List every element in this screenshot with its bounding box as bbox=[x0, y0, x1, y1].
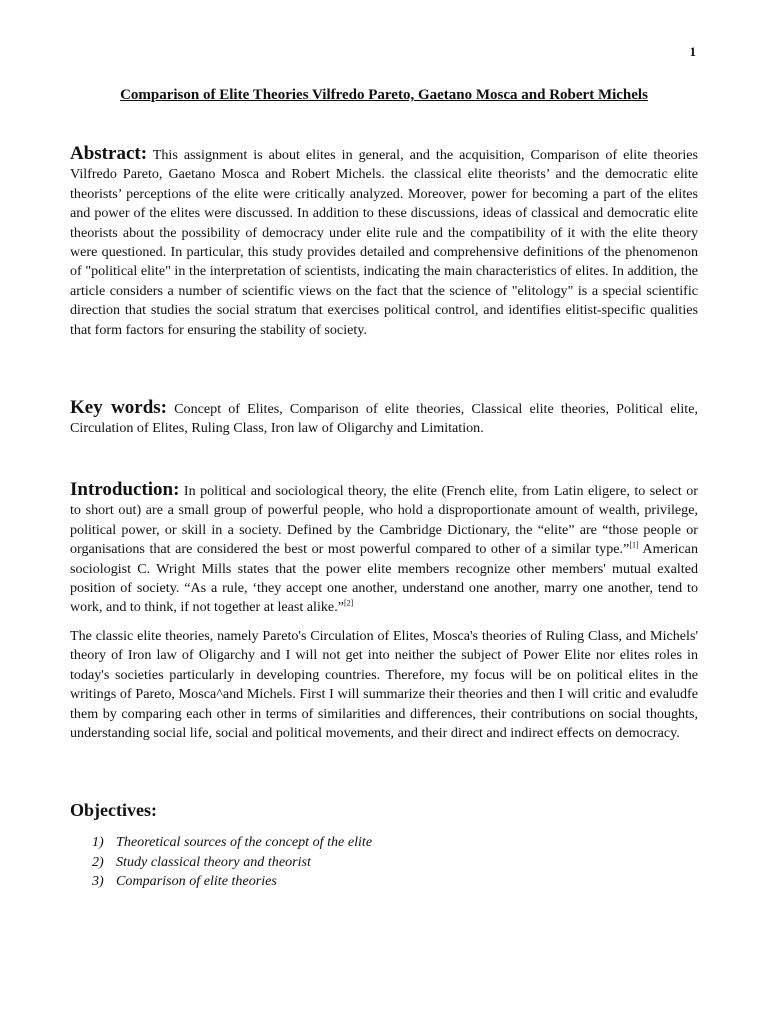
list-item-number: 3) bbox=[92, 873, 104, 889]
objectives-heading: Objectives: bbox=[70, 800, 157, 820]
list-item bbox=[92, 833, 372, 853]
abstract-text: This assignment is about elites in general, and the acquisition, Comparison of elite theories Vilfredo Pareto, Gaetano Mosca and Robert Michels. the classical elite theorists’ and the democratic elite theorists’ perceptions of the elite were critically analyzed. Moreover, power for becoming a part of the elites and power of the elites were discussed. In addition to these discussions, ideas of classical and democratic elite theorists about the possibility of democracy under elite rule and the compatibility of it with the elite theory were questioned. In particular, this study provides detailed and comprehensive definitions of the phenomenon of "political elite" in the interpretation of scientists, indicating the main characteristics of elites. In addition, the article considers a number of scientific views on the fact that the science of "elitology" is a special scientific direction that studies the social stratum that exercises political control, and identifies elitist-specific qualities that form factors for ensuring the stability of society. bbox=[70, 147, 698, 338]
body-paragraph: The classic elite theories, namely Pareto's Circulation of Elites, Mosca's theories of Ruling Class, and Michels' theory of Iron law of Oligarchy and I will not get into neither the subject of Power Elite nor elites roles in today's societies particularly in developing countries. Therefore, my focus will be on political elites in the writings of Pareto, Mosca^and Michels. First I will summarize their theories and then I will critic and evaludfe them by comparing each other in terms of similarities and differences, their contributions on social thoughts, understanding social life, social and political movements, and their direct and indirect effects on democracy. bbox=[70, 628, 698, 742]
abstract-paragraph bbox=[70, 144, 698, 340]
list-item-number: 2) bbox=[92, 853, 104, 870]
keywords-heading: Key words: bbox=[70, 397, 168, 418]
keywords-text: Concept of Elites, Comparison of elite theories, Classical elite theories, Political elite, Circulation of Elites, Ruling Class, Iron law of Oligarchy and Limitation. bbox=[70, 401, 698, 437]
page-number: 1 bbox=[689, 44, 696, 59]
objectives-list bbox=[92, 833, 372, 892]
document-title: Comparison of Elite Theories Vilfredo Pareto, Gaetano Mosca and Robert Michels bbox=[120, 87, 648, 103]
list-item-text: Comparison of elite theories bbox=[116, 873, 277, 889]
footnote-ref-1: [1] bbox=[629, 540, 639, 550]
keywords-paragraph bbox=[70, 398, 698, 439]
list-item-number: 1) bbox=[92, 834, 104, 850]
introduction-paragraph bbox=[70, 480, 698, 618]
introduction-text-a: In political and sociological theory, the elite (French elite, from Latin eligere, to select or to short out) are a small group of powerful people, who hold a disproportionate amount of wealth, privilege, political power, or skill in a society. Defined by the Cambridge Dictionary, the “elite” are “those people or organisations that are considered the best or most powerful compared to other of a similar type.” bbox=[70, 483, 698, 558]
list-item-text: Study classical theory and theorist bbox=[116, 853, 311, 870]
list-item-text: Theoretical sources of the concept of the elite bbox=[116, 834, 373, 850]
introduction-text-b: American sociologist C. Wright Mills states that the power elite members recognize other members' mutual exalted position of society. “As a rule, ‘they accept one another, understand one another, marry one another, tend to work, and to think, if not together at least alike.” bbox=[70, 541, 698, 616]
list-item bbox=[92, 872, 372, 892]
abstract-heading: Abstract: bbox=[70, 143, 148, 164]
footnote-ref-2: [2] bbox=[343, 598, 354, 608]
introduction-heading: Introduction: bbox=[70, 479, 180, 500]
list-item bbox=[92, 853, 372, 873]
